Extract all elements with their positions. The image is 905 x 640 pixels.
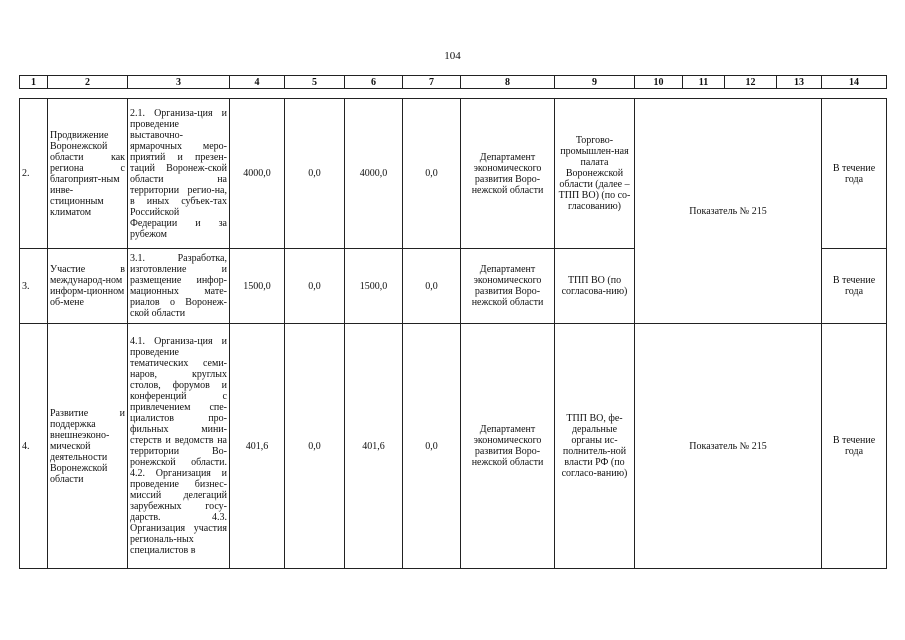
- funding-col5: 0,0: [285, 99, 345, 249]
- header-cell: 14: [822, 76, 887, 89]
- table-row: [20, 324, 887, 569]
- header-cell: 1: [20, 76, 48, 89]
- header-cell: 10: [635, 76, 683, 89]
- term: В течение года: [822, 324, 887, 569]
- funding-total: 401,6: [230, 324, 285, 569]
- executor: Департамент экономического развития Воро-нежской области: [461, 249, 555, 324]
- goal-name: Продвижение Воронежской области как региона с благоприят-ным инве-стиционным климатом: [48, 99, 128, 249]
- header-cell: 11: [683, 76, 725, 89]
- goal-name: Участие в международ-ном информ-ционном об-мене: [48, 249, 128, 324]
- header-cell: 8: [461, 76, 555, 89]
- header-cell: 2: [48, 76, 128, 89]
- column-number-header: [19, 75, 887, 89]
- activity-table: [19, 98, 887, 569]
- term: В течение года: [822, 249, 887, 324]
- header-cell: 13: [777, 76, 822, 89]
- page-number: 104: [444, 50, 461, 62]
- funding-total: 1500,0: [230, 249, 285, 324]
- header-cell: 12: [725, 76, 777, 89]
- funding-col6: 401,6: [345, 324, 403, 569]
- header-cell: 9: [555, 76, 635, 89]
- partner: ТПП ВО (по согласова-нию): [555, 249, 635, 324]
- funding-col7: 0,0: [403, 99, 461, 249]
- goal-name: Развитие и поддержка внешнеэконо-мической деятельности Воронежской области: [48, 324, 128, 569]
- header-cell: 6: [345, 76, 403, 89]
- header-cell: 5: [285, 76, 345, 89]
- funding-col7: 0,0: [403, 324, 461, 569]
- header-cell: 7: [403, 76, 461, 89]
- funding-total: 4000,0: [230, 99, 285, 249]
- funding-col5: 0,0: [285, 324, 345, 569]
- executor: Департамент экономического развития Воро-нежской области: [461, 324, 555, 569]
- activity-description: 3.1. Разработка, изготовление и размещение инфор-мационных мате-риалов о Воронеж-ской области: [128, 249, 230, 324]
- row-number: 2.: [20, 99, 48, 249]
- activity-description: 2.1. Организа-ция и проведение выставочно-ярмарочных меро-приятий и презен-таций Воронеж-ской области на территории регио-на, в иных субъек-тах Российской Федерации и за рубежом: [128, 99, 230, 249]
- header-row: [20, 76, 887, 89]
- activity-description: 4.1. Организа-ция и проведение тематических семи-наров, круглых столов, форумов и конференций с привлечением спе-циалистов про-фильных мини-стерств и ведомств на территории Во-ронежской области. 4.2. Организация и проведение бизнес-миссий делегаций зарубежных госу-дарств. 4.3. Организация участия региональ-ных специалистов в: [128, 324, 230, 569]
- indicator: Показатель № 215: [635, 324, 822, 569]
- table-row: [20, 99, 887, 249]
- funding-col6: 4000,0: [345, 99, 403, 249]
- executor: Департамент экономического развития Воро-нежской области: [461, 99, 555, 249]
- row-number: 4.: [20, 324, 48, 569]
- funding-col5: 0,0: [285, 249, 345, 324]
- header-cell: 3: [128, 76, 230, 89]
- partner: Торгово-промышлен-ная палата Воронежской области (далее – ТПП ВО) (по со-гласованию): [555, 99, 635, 249]
- header-cell: 4: [230, 76, 285, 89]
- row-number: 3.: [20, 249, 48, 324]
- term: В течение года: [822, 99, 887, 249]
- funding-col7: 0,0: [403, 249, 461, 324]
- funding-col6: 1500,0: [345, 249, 403, 324]
- partner: ТПП ВО, фе-деральные органы ис-полнитель-ной власти РФ (по согласо-ванию): [555, 324, 635, 569]
- indicator: Показатель № 215: [635, 99, 822, 324]
